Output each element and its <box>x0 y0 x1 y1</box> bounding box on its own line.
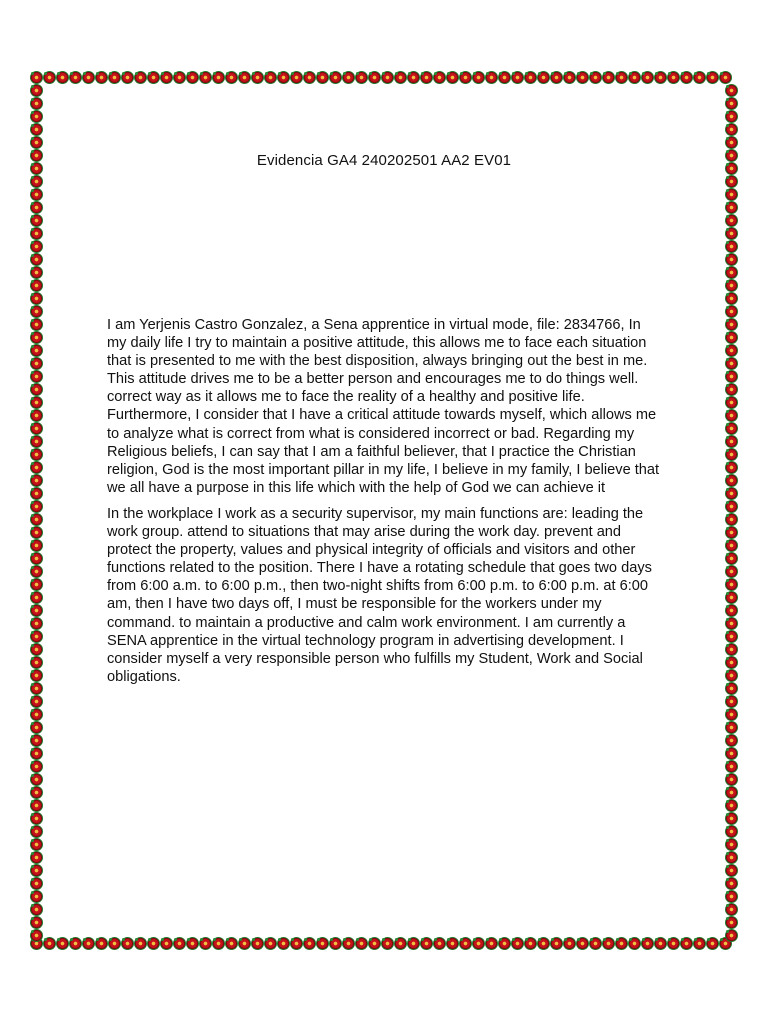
flower-icon <box>30 890 43 903</box>
flower-icon <box>30 682 43 695</box>
flower-icon <box>173 937 186 950</box>
flower-border-right <box>725 84 738 942</box>
flower-icon <box>30 409 43 422</box>
flower-icon <box>725 409 738 422</box>
flower-icon <box>30 136 43 149</box>
flower-icon <box>30 578 43 591</box>
flower-icon <box>225 71 238 84</box>
flower-icon <box>550 937 563 950</box>
flower-icon <box>524 71 537 84</box>
flower-icon <box>725 175 738 188</box>
flower-icon <box>589 71 602 84</box>
flower-icon <box>251 937 264 950</box>
flower-icon <box>725 292 738 305</box>
flower-icon <box>459 937 472 950</box>
flower-icon <box>446 937 459 950</box>
flower-icon <box>602 937 615 950</box>
flower-icon <box>693 71 706 84</box>
flower-icon <box>725 903 738 916</box>
flower-icon <box>56 71 69 84</box>
flower-icon <box>381 937 394 950</box>
flower-icon <box>30 669 43 682</box>
flower-icon <box>725 214 738 227</box>
flower-border-left <box>30 84 43 942</box>
flower-icon <box>725 604 738 617</box>
flower-icon <box>82 71 95 84</box>
flower-icon <box>381 71 394 84</box>
flower-icon <box>641 71 654 84</box>
flower-icon <box>225 937 238 950</box>
flower-icon <box>30 435 43 448</box>
flower-icon <box>30 552 43 565</box>
flower-icon <box>30 175 43 188</box>
flower-icon <box>680 937 693 950</box>
flower-icon <box>264 937 277 950</box>
flower-icon <box>394 71 407 84</box>
flower-icon <box>69 71 82 84</box>
flower-icon <box>498 71 511 84</box>
flower-icon <box>186 937 199 950</box>
flower-icon <box>30 383 43 396</box>
flower-icon <box>719 71 732 84</box>
flower-icon <box>725 890 738 903</box>
flower-icon <box>725 396 738 409</box>
flower-icon <box>147 71 160 84</box>
flower-icon <box>160 937 173 950</box>
flower-icon <box>667 71 680 84</box>
flower-icon <box>654 71 667 84</box>
paragraph-intro: I am Yerjenis Castro Gonzalez, a Sena apprentice in virtual mode, file: 2834766, In my daily life I try to maintain a positive attitude, this allows me to face each situation that is presented to me with the best disposition, always bringing out the best in me. This attitude drives me to be a better person and encourages me to do things well. correct way as it allows me to face the reality of a healthy and positive life. Furthermore, I consider that I have a critical attitude towards myself, which allows me to analyze what is correct from what is considered incorrect or bad. Regarding my Religious beliefs, I can say that I am a faithful believer, that I practice the Christian religion, God is the most important pillar in my life, I believe in my family, I believe that we all have a purpose in this life which with the help of God we can achieve it <box>107 317 660 496</box>
flower-icon <box>725 513 738 526</box>
flower-border-bottom <box>30 937 732 950</box>
flower-icon <box>355 937 368 950</box>
flower-icon <box>725 799 738 812</box>
flower-icon <box>725 786 738 799</box>
flower-icon <box>725 487 738 500</box>
flower-icon <box>725 331 738 344</box>
flower-icon <box>316 71 329 84</box>
flower-icon <box>725 357 738 370</box>
flower-icon <box>30 266 43 279</box>
flower-icon <box>459 71 472 84</box>
flower-icon <box>316 937 329 950</box>
flower-icon <box>30 331 43 344</box>
flower-icon <box>433 937 446 950</box>
flower-icon <box>108 71 121 84</box>
flower-icon <box>725 864 738 877</box>
flower-icon <box>706 71 719 84</box>
flower-icon <box>30 786 43 799</box>
flower-icon <box>725 110 738 123</box>
flower-icon <box>725 461 738 474</box>
flower-icon <box>680 71 693 84</box>
flower-icon <box>725 617 738 630</box>
flower-icon <box>725 500 738 513</box>
flower-icon <box>30 799 43 812</box>
flower-icon <box>725 838 738 851</box>
flower-icon <box>277 71 290 84</box>
flower-icon <box>30 448 43 461</box>
flower-icon <box>290 937 303 950</box>
flower-icon <box>725 578 738 591</box>
flower-icon <box>725 435 738 448</box>
flower-icon <box>725 721 738 734</box>
flower-icon <box>30 643 43 656</box>
flower-icon <box>725 734 738 747</box>
flower-icon <box>725 747 738 760</box>
flower-icon <box>472 937 485 950</box>
flower-icon <box>628 71 641 84</box>
document-body <box>107 316 663 694</box>
flower-icon <box>725 448 738 461</box>
flower-icon <box>576 71 589 84</box>
flower-icon <box>277 937 290 950</box>
flower-icon <box>725 760 738 773</box>
flower-icon <box>394 937 407 950</box>
flower-icon <box>725 305 738 318</box>
flower-icon <box>725 201 738 214</box>
flower-icon <box>30 916 43 929</box>
flower-icon <box>602 71 615 84</box>
flower-icon <box>30 279 43 292</box>
flower-icon <box>30 253 43 266</box>
flower-icon <box>368 71 381 84</box>
flower-icon <box>30 773 43 786</box>
flower-icon <box>30 825 43 838</box>
flower-icon <box>329 937 342 950</box>
flower-icon <box>576 937 589 950</box>
flower-icon <box>30 760 43 773</box>
flower-icon <box>524 937 537 950</box>
flower-icon <box>725 552 738 565</box>
flower-icon <box>30 292 43 305</box>
flower-icon <box>472 71 485 84</box>
flower-icon <box>725 266 738 279</box>
flower-icon <box>43 937 56 950</box>
flower-icon <box>30 851 43 864</box>
flower-icon <box>30 864 43 877</box>
flower-icon <box>706 937 719 950</box>
flower-icon <box>30 318 43 331</box>
flower-icon <box>407 71 420 84</box>
flower-icon <box>30 201 43 214</box>
flower-icon <box>30 500 43 513</box>
flower-icon <box>485 937 498 950</box>
flower-icon <box>654 937 667 950</box>
flower-icon <box>446 71 459 84</box>
flower-icon <box>725 97 738 110</box>
flower-icon <box>725 526 738 539</box>
flower-icon <box>725 240 738 253</box>
flower-icon <box>420 71 433 84</box>
flower-icon <box>368 937 381 950</box>
flower-icon <box>725 669 738 682</box>
flower-icon <box>30 71 43 84</box>
flower-icon <box>238 937 251 950</box>
flower-icon <box>30 240 43 253</box>
flower-icon <box>30 877 43 890</box>
flower-icon <box>56 937 69 950</box>
flower-icon <box>30 617 43 630</box>
flower-icon <box>725 695 738 708</box>
flower-icon <box>725 565 738 578</box>
flower-icon <box>563 937 576 950</box>
flower-icon <box>30 461 43 474</box>
flower-icon <box>342 71 355 84</box>
flower-icon <box>725 682 738 695</box>
flower-icon <box>725 227 738 240</box>
flower-icon <box>30 188 43 201</box>
flower-icon <box>264 71 277 84</box>
flower-icon <box>725 84 738 97</box>
document-title: Evidencia GA4 240202501 AA2 EV01 <box>256 152 512 169</box>
flower-icon <box>30 513 43 526</box>
flower-icon <box>212 71 225 84</box>
flower-icon <box>641 937 654 950</box>
flower-icon <box>30 591 43 604</box>
flower-icon <box>725 136 738 149</box>
flower-icon <box>30 721 43 734</box>
flower-icon <box>30 422 43 435</box>
flower-icon <box>30 812 43 825</box>
flower-icon <box>69 937 82 950</box>
flower-icon <box>30 539 43 552</box>
flower-icon <box>30 214 43 227</box>
flower-icon <box>725 643 738 656</box>
flower-icon <box>30 474 43 487</box>
flower-icon <box>173 71 186 84</box>
flower-icon <box>725 916 738 929</box>
flower-icon <box>550 71 563 84</box>
flower-icon <box>725 656 738 669</box>
flower-icon <box>30 604 43 617</box>
flower-icon <box>725 344 738 357</box>
flower-icon <box>30 370 43 383</box>
flower-icon <box>628 937 641 950</box>
flower-icon <box>725 630 738 643</box>
flower-icon <box>725 279 738 292</box>
flower-icon <box>82 937 95 950</box>
flower-icon <box>433 71 446 84</box>
flower-icon <box>725 825 738 838</box>
flower-icon <box>420 937 433 950</box>
flower-icon <box>30 695 43 708</box>
flower-icon <box>725 929 738 942</box>
flower-icon <box>30 630 43 643</box>
flower-icon <box>563 71 576 84</box>
flower-icon <box>725 851 738 864</box>
flower-icon <box>95 937 108 950</box>
flower-icon <box>725 877 738 890</box>
flower-icon <box>212 937 225 950</box>
paragraph-workplace: In the workplace I work as a security supervisor, my main functions are: leading the work group. attend to situations that may arise during the work day. prevent and protect the property, values and physical integrity of officials and visitors and other functions related to the position. There I have a rotating schedule that goes two days from 6:00 a.m. to 6:00 p.m., then two-night shifts from 6:00 p.m. to 6:00 p.m. at 6:00 am, then I have two days off, I must be responsible for the workers under my command. to maintain a productive and calm work environment. I am currently a SENA apprentice in the virtual technology program in advertising development. I consider myself a very responsible person who fulfills my Student, Work and Social obligations. <box>107 505 652 685</box>
flower-icon <box>725 318 738 331</box>
flower-icon <box>160 71 173 84</box>
flower-icon <box>725 383 738 396</box>
flower-icon <box>725 370 738 383</box>
flower-icon <box>95 71 108 84</box>
flower-icon <box>537 937 550 950</box>
flower-icon <box>693 937 706 950</box>
flower-icon <box>147 937 160 950</box>
flower-icon <box>30 305 43 318</box>
flower-icon <box>134 71 147 84</box>
flower-icon <box>615 937 628 950</box>
flower-icon <box>30 747 43 760</box>
flower-icon <box>725 812 738 825</box>
flower-icon <box>30 344 43 357</box>
flower-icon <box>725 253 738 266</box>
flower-icon <box>186 71 199 84</box>
flower-icon <box>537 71 550 84</box>
flower-icon <box>30 357 43 370</box>
flower-icon <box>238 71 251 84</box>
flower-icon <box>725 188 738 201</box>
flower-icon <box>290 71 303 84</box>
flower-icon <box>725 539 738 552</box>
flower-icon <box>199 71 212 84</box>
flower-icon <box>725 708 738 721</box>
flower-icon <box>30 227 43 240</box>
flower-icon <box>725 123 738 136</box>
flower-icon <box>589 937 602 950</box>
flower-icon <box>30 656 43 669</box>
flower-icon <box>303 937 316 950</box>
flower-icon <box>615 71 628 84</box>
flower-icon <box>667 937 680 950</box>
flower-icon <box>725 591 738 604</box>
flower-icon <box>108 937 121 950</box>
flower-icon <box>30 903 43 916</box>
flower-icon <box>199 937 212 950</box>
flower-icon <box>329 71 342 84</box>
flower-icon <box>30 123 43 136</box>
flower-icon <box>30 97 43 110</box>
flower-icon <box>30 487 43 500</box>
flower-border-top <box>30 71 732 84</box>
flower-icon <box>725 422 738 435</box>
flower-icon <box>342 937 355 950</box>
flower-icon <box>407 937 420 950</box>
flower-icon <box>30 708 43 721</box>
flower-icon <box>303 71 316 84</box>
flower-icon <box>121 937 134 950</box>
flower-icon <box>30 526 43 539</box>
flower-icon <box>485 71 498 84</box>
flower-icon <box>134 937 147 950</box>
flower-icon <box>511 71 524 84</box>
flower-icon <box>251 71 264 84</box>
flower-icon <box>121 71 134 84</box>
flower-icon <box>43 71 56 84</box>
flower-icon <box>30 838 43 851</box>
flower-icon <box>30 734 43 747</box>
flower-icon <box>30 396 43 409</box>
flower-icon <box>30 110 43 123</box>
flower-icon <box>511 937 524 950</box>
flower-icon <box>30 929 43 942</box>
flower-icon <box>725 773 738 786</box>
flower-icon <box>30 84 43 97</box>
flower-icon <box>355 71 368 84</box>
flower-icon <box>498 937 511 950</box>
flower-icon <box>30 565 43 578</box>
flower-icon <box>725 474 738 487</box>
